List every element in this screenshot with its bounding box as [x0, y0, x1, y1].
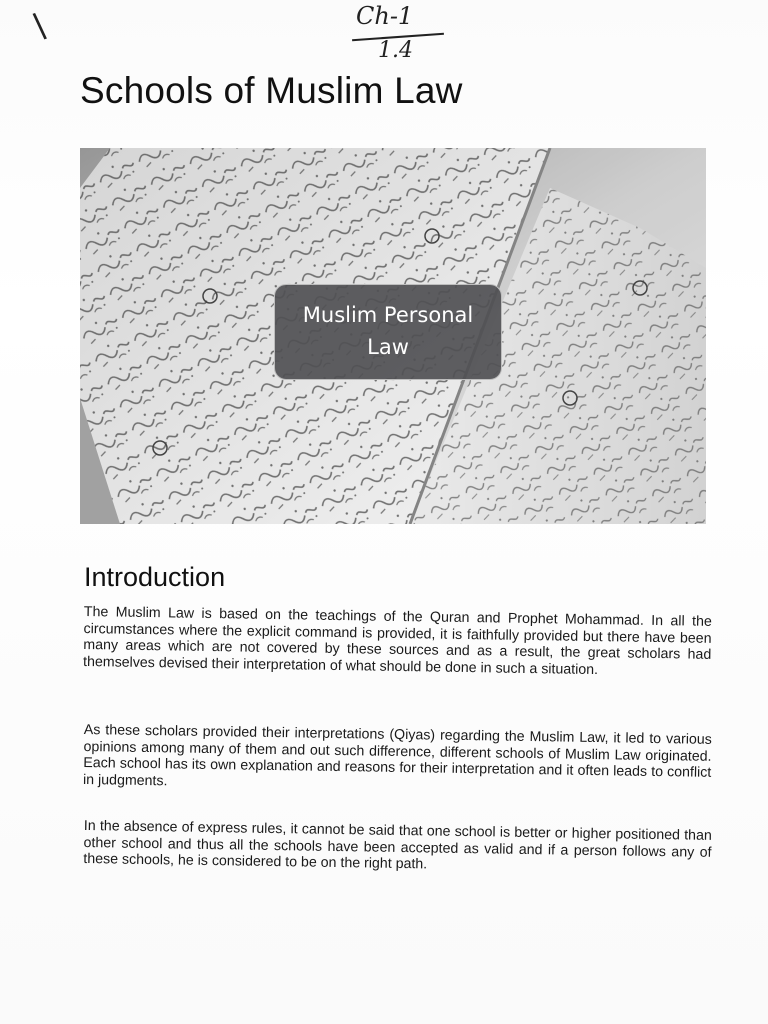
quran-book-image: [80, 148, 706, 524]
section-heading-introduction: Introduction: [84, 562, 226, 592]
handwritten-mark: \: [28, 5, 52, 47]
caption-line-1: Muslim Personal: [302, 303, 474, 327]
paragraph-3: In the absence of express rules, it cannot be said that one school is better or higher positioned than other school and thus all the schools have been accepted as valid and if a person follows any of these schools, he is considered to be on the right path.: [83, 818, 712, 873]
handwritten-chapter: Ch-1: [356, 2, 414, 30]
paragraph-2: As these scholars provided their interpretations (Qiyas) regarding the Muslim Law, it led to various opinions among many of them and out such difference, different schools of Muslim Law originated. Each school has its own explanation and reasons for their interpretation and it often leads to conflict in judgments.: [82, 722, 712, 790]
image-caption-badge: [274, 284, 502, 380]
handwritten-section-number: 1.4: [378, 38, 413, 63]
page-title: Schools of Muslim Law: [80, 70, 463, 111]
caption-line-2: Law: [367, 335, 409, 359]
paragraph-1: The Muslim Law is based on the teachings of the Quran and Prophet Mohammad. In all the circumstances where the explicit command is provided, it is faithfully provided but there have been many areas which are not covered by these sources and as a result, the great scholars had themselves devised their interpretation of what should be done in such a situation.: [82, 604, 712, 678]
